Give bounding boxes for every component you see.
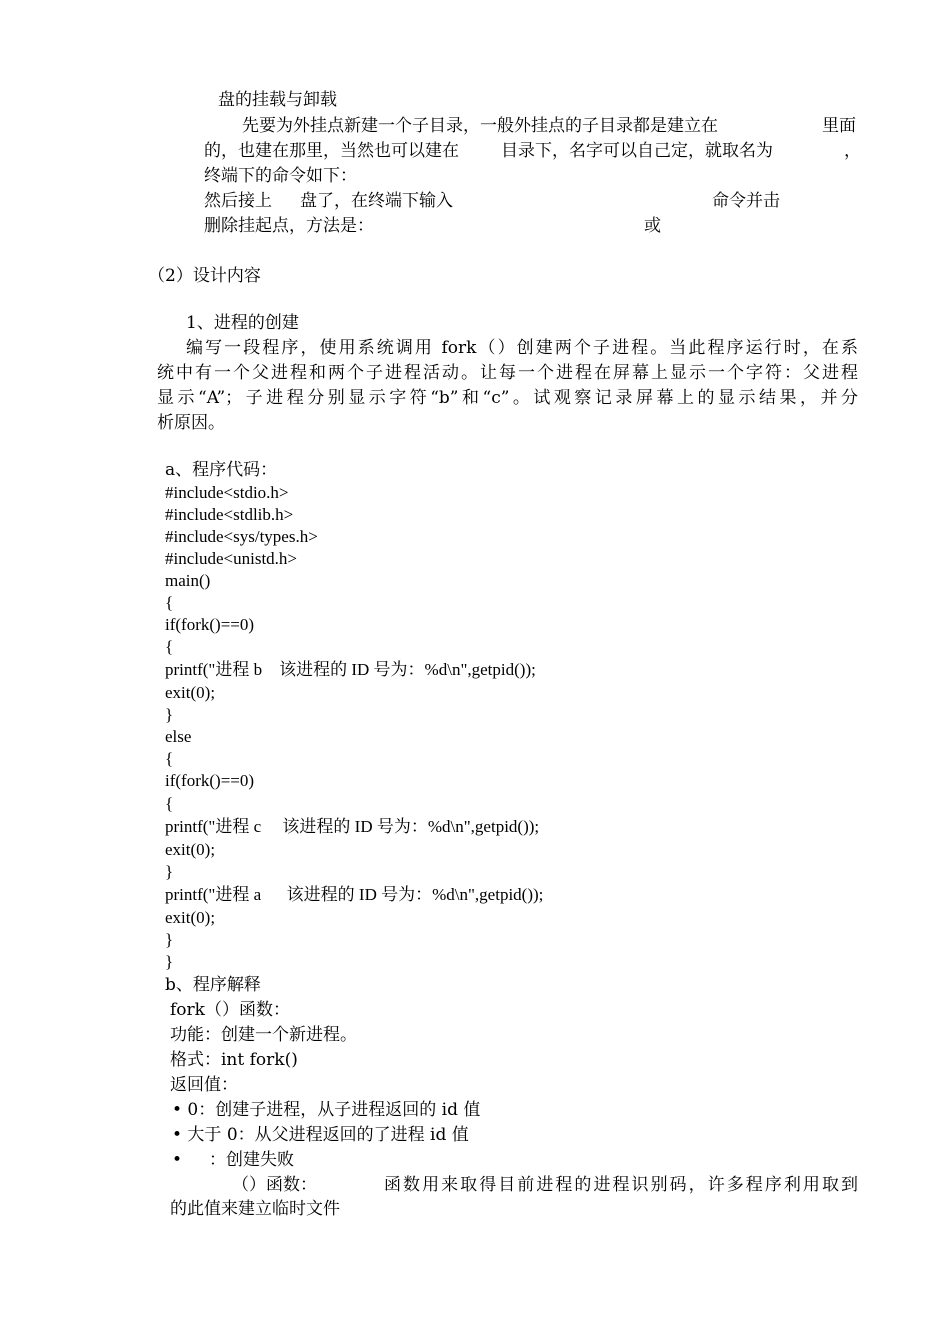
explain-line: 返回值： <box>170 1075 238 1095</box>
mount-para1-text-2: 里面 <box>822 116 856 136</box>
mount-para3-text-1: 删除挂起点，方法是： <box>204 216 374 236</box>
mount-para1-text-6: 终端下的命令如下： <box>204 166 357 186</box>
getpid-line-part-2: 函数用来取得目前进程的进程识别码，许多程序利用取到 <box>384 1175 858 1195</box>
process-para-line-1: 编写一段程序，使用系统调用 fork（）创建两个子进程。当此程序运行时，在系 <box>186 338 858 358</box>
code-line: { <box>165 794 174 813</box>
explain-line: 格式：int fork() <box>170 1050 298 1070</box>
mount-para2-text-1: 然后接上 <box>204 191 272 211</box>
mount-para1-text-4: 目录下，名字可以自己定，就取名为 <box>501 141 773 161</box>
code-line: printf("进程 c 该进程的 ID 号为：%d\n",getpid()); <box>165 817 540 836</box>
code-line: #include<stdio.h> <box>165 483 289 502</box>
code-line: { <box>165 593 174 612</box>
code-line: if(fork()==0) <box>165 615 255 634</box>
code-line: { <box>165 749 174 768</box>
design-heading: （2）设计内容 <box>148 266 261 286</box>
code-line: exit(0); <box>165 840 216 859</box>
code-line: { <box>165 637 174 656</box>
code-line: } <box>165 705 174 724</box>
mount-para1-text-5: ， <box>844 141 861 161</box>
explain-line: • 大于 0：从父进程返回的了进程 id 值 <box>172 1125 469 1145</box>
code-line: } <box>165 862 174 881</box>
code-line: printf("进程 a 该进程的 ID 号为：%d\n",getpid()); <box>165 885 544 904</box>
code-line: exit(0); <box>165 908 216 927</box>
mount-para2-text-3: 命令并击 <box>712 191 780 211</box>
code-line: main() <box>165 571 211 590</box>
process-section-title: 1、进程的创建 <box>186 313 299 333</box>
process-para-line-4: 析原因。 <box>157 413 225 433</box>
code-line: exit(0); <box>165 683 216 702</box>
getpid-line-part-1: （）函数： <box>232 1175 317 1195</box>
explain-line: 功能：创建一个新进程。 <box>170 1025 357 1045</box>
explain-line: fork（）函数： <box>170 1000 290 1020</box>
process-para-line-3: 显示“A”；子进程分别显示字符“b”和“c”。试观察记录屏幕上的显示结果，并分 <box>157 388 858 408</box>
code-section-label: a、程序代码： <box>165 460 278 480</box>
mount-para1-text-1: 先要为外挂点新建一个子目录，一般外挂点的子目录都是建立在 <box>242 116 718 136</box>
process-para-line-2: 统中有一个父进程和两个子进程活动。让每一个进程在屏幕上显示一个字符：父进程 <box>157 363 858 383</box>
mount-para2-text-2: 盘了，在终端下输入 <box>300 191 453 211</box>
explain-line: • 0：创建子进程，从子进程返回的 id 值 <box>172 1100 481 1120</box>
explain-section-label: b、程序解释 <box>165 975 261 995</box>
explain-line: • ：创建失败 <box>172 1150 295 1170</box>
code-line: #include<stdlib.h> <box>165 505 294 524</box>
mount-para3-text-2: 或 <box>644 216 661 236</box>
code-line: else <box>165 727 192 746</box>
code-line: printf("进程 b 该进程的 ID 号为：%d\n",getpid()); <box>165 660 536 679</box>
code-line: #include<sys/types.h> <box>165 527 318 546</box>
code-line: if(fork()==0) <box>165 771 255 790</box>
code-line: #include<unistd.h> <box>165 549 298 568</box>
code-line: } <box>165 952 174 971</box>
code-line: } <box>165 930 174 949</box>
mount-section-title: 盘的挂载与卸载 <box>218 90 337 110</box>
mount-para1-text-3: 的，也建在那里，当然也可以建在 <box>204 141 459 161</box>
getpid-line-continued: 的此值来建立临时文件 <box>170 1199 340 1219</box>
